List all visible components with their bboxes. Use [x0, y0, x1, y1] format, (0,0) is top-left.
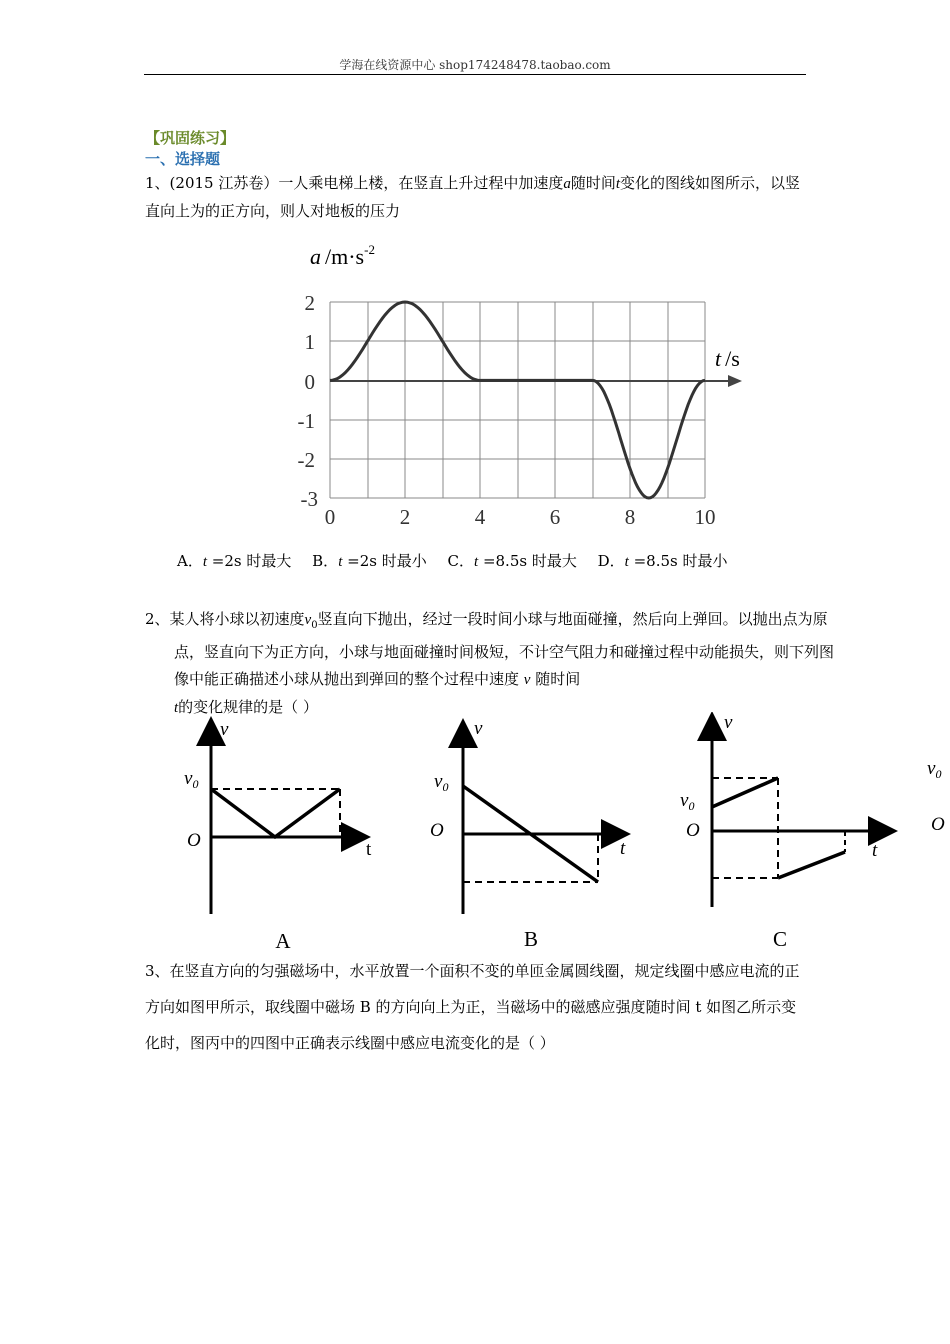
q1-option-b[interactable]: B．t =2s 时最小 [312, 552, 427, 570]
grid-lines [330, 302, 705, 498]
q1-var-a: a [563, 176, 571, 192]
v-axis-label: v [220, 719, 229, 740]
v0-label: $v_0$ [680, 790, 695, 813]
clip-origin-label: O [931, 814, 945, 835]
graph-caption: C [772, 927, 788, 951]
acceleration-time-chart [290, 238, 760, 538]
y-tick-label: 2 [304, 291, 315, 315]
q1-options [177, 550, 743, 571]
v0-label: $v_0$ [184, 768, 199, 791]
x-tick-label: 4 [474, 505, 486, 529]
y-tick-label: 1 [304, 330, 315, 354]
q1-option-a[interactable]: A．t =2s 时最大 [177, 552, 292, 570]
origin-label: O [430, 820, 444, 841]
y-tick-label: -2 [297, 448, 315, 472]
x-tick-label: 8 [624, 505, 636, 529]
v-axis-label: v [474, 718, 483, 739]
x-axis-label: t /s [715, 346, 740, 371]
section-title-choice: 一、选择题 [145, 150, 221, 168]
graph-c [712, 717, 892, 907]
velocity-graphs [0, 712, 950, 957]
y-tick-label: 0 [304, 370, 315, 394]
section-title-consolidate: 【巩固练习】 [145, 129, 236, 147]
y-tick-label: -1 [297, 409, 315, 433]
y-tick-label: -3 [300, 487, 318, 511]
y-axis-label: a $/m\cdot s^{-2}$ [310, 242, 375, 269]
t-axis-arrow-icon [728, 375, 742, 387]
origin-label: O [686, 820, 700, 841]
t-axis-label: t [620, 838, 626, 859]
origin-label: O [187, 830, 201, 851]
page-header: 学海在线资源中心 shop174248478.taobao.com [144, 56, 806, 75]
graph-a [211, 722, 365, 914]
v0-label: $v_0$ [434, 771, 449, 794]
x-tick-label: 6 [549, 505, 561, 529]
q1-option-d[interactable]: D．t =8.5s 时最小 [597, 552, 728, 570]
q1-var-t: t [615, 176, 621, 192]
graph-b [463, 724, 625, 914]
question-3-text: 3、在竖直方向的匀强磁场中，水平放置一个面积不变的单匝金属圆线圈，规定线圈中感应电流的正方向如图甲所示，取线圈中磁场 B 的方向向上为正，当磁场中的磁感应强度随时间 t 如图乙所示变化时，图丙中的四图中正确表示线圈中感应电流变化的是（ ） [145, 962, 800, 1052]
t-axis-label: t [872, 840, 878, 861]
clip-v0-label: $v_0$ [927, 758, 942, 781]
graph-caption: B [523, 927, 539, 951]
x-tick-label: 2 [399, 505, 411, 529]
question-1-text [145, 170, 809, 225]
question-2-text: 2、某人将小球以初速度$v_0$竖直向下抛出，经过一段时间小球与地面碰撞，然后向上弹回。以抛出点为原点，竖直向下为正方向，小球与地面碰撞时间极短，不计空气阻力和碰撞过程中动能损失，则下列图像中能正确描述小球从抛出到弹回的整个过程中速度 v 随时间 t的变化规律的是（ ） [145, 610, 835, 716]
x-tick-label: 10 [694, 505, 716, 529]
q1-text-b: 随时间 [570, 174, 616, 192]
velocity-line-2 [778, 852, 845, 878]
q1-text-a: 1、(2015 江苏卷）一人乘电梯上楼，在竖直上升过程中加速度 [145, 174, 564, 192]
x-tick-label: 0 [324, 505, 336, 529]
q1-option-c[interactable]: C．t =8.5s 时最大 [447, 552, 577, 570]
graph-caption: A [275, 929, 291, 953]
q1-text-c: 变化的图线如图所示，以竖直向上为的正方向，则人对地板的压力 [145, 174, 801, 220]
velocity-line-1 [712, 778, 778, 807]
velocity-line [211, 789, 340, 837]
t-axis-label: t [366, 839, 372, 860]
v-axis-label: v [724, 712, 733, 733]
